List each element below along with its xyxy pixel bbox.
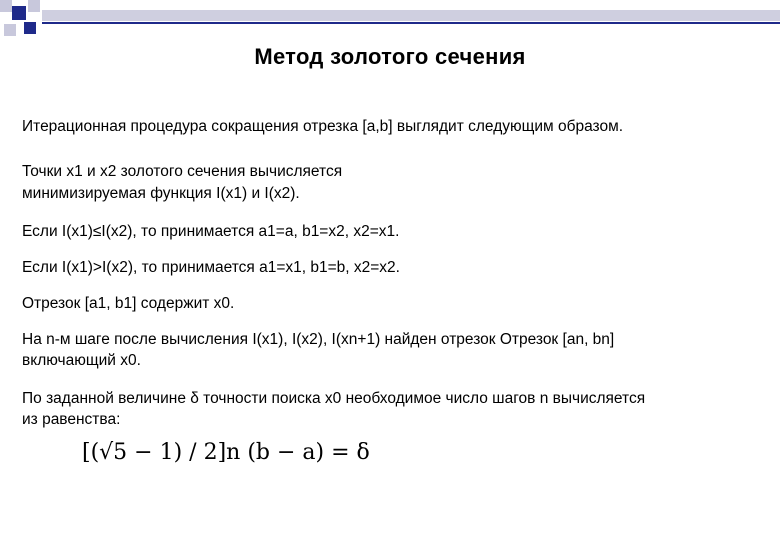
paragraph-1: Итерационная процедура сокращения отрезка [a,b] выглядит следующим образом. xyxy=(22,118,624,135)
paragraph-2-line-1: Точки x1 и x2 золотого сечения вычисляется xyxy=(22,163,343,180)
decorative-header xyxy=(0,0,780,40)
paragraph-3: Если I(x1)≤I(x2), то принимается a1=a, b1=x2, x2=x1. xyxy=(22,223,400,240)
header-bar xyxy=(42,10,780,21)
paragraph-5: Отрезок [a1, b1] содержит x0. xyxy=(22,295,235,312)
paragraph-4: Если I(x1)>I(x2), то принимается a1=x1, b1=b, x2=x2. xyxy=(22,259,400,276)
paragraph-6-line-1: На n-м шаге после вычисления I(x1), I(x2), I(xn+1) найден отрезок Отрезок [an, bn] xyxy=(22,331,615,348)
formula: [(√5 − 1) / 2]n (b − a) = δ xyxy=(82,440,370,465)
decor-square xyxy=(4,24,16,36)
decor-square xyxy=(28,0,40,12)
header-line xyxy=(42,22,780,24)
paragraph-6-line-2: включающий x0. xyxy=(22,352,141,369)
decor-square xyxy=(0,0,12,12)
paragraph-2-line-2: минимизируемая функция I(x1) и I(x2). xyxy=(22,185,300,202)
decor-square xyxy=(24,22,36,34)
slide-title: Метод золотого сечения xyxy=(254,44,526,69)
paragraph-7-line-2: из равенства: xyxy=(22,411,121,428)
paragraph-7-line-1: По заданной величине δ точности поиска x0 необходимое число шагов n вычисляется xyxy=(22,390,646,407)
decor-square xyxy=(12,6,26,20)
